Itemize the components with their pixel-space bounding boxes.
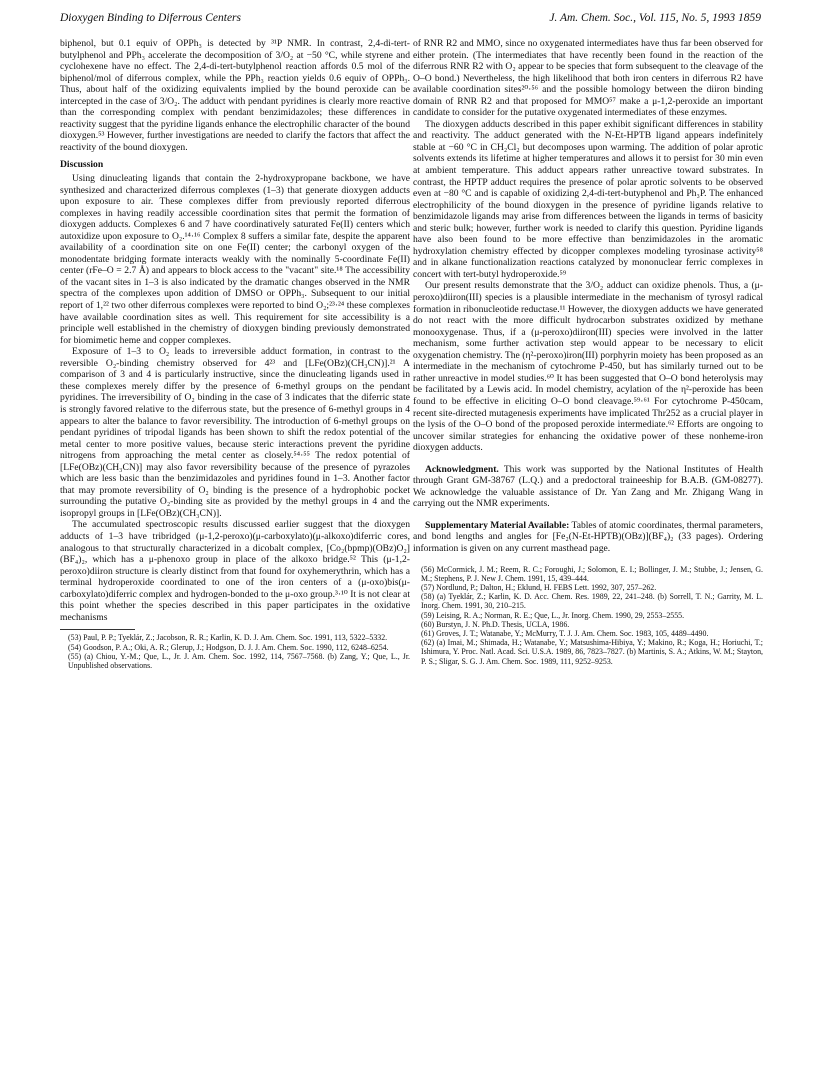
supplementary-text: Tables of atomic coordinates, thermal parameters, and bond lengths and angles for [Fe₂(N-Et-HPTB)(OBz)](BF₄)₂ (33 pages). Ordering information is given on any current masthead page. bbox=[413, 519, 763, 554]
acknowledgment-text: This work was supported by the National Institutes of Health through Grant GM-38767 (L.Q.) and a predoctoral traineeship for B.A.B. (GM-08277). We acknowledge the valuable assistance of Dr. Yan Zang and Mr. Zhigang Wang in carrying out the NMR experiments. bbox=[413, 463, 763, 510]
reference-item: (59) Leising, R. A.; Norman, R. E.; Que, L., Jr. Inorg. Chem. 1990, 29, 2553–2555. bbox=[421, 610, 685, 620]
paragraph: biphenol, but 0.1 equiv of OPPh₃ is detected by ³¹P NMR. In contrast, 2,4-di-tert-butylphenol and PPh₃ accelerate the decomposition of 3/O₂ at −50 °C, while styrene and cyclohexene have no effect. The 2,4-di-tert-butylphenol reaction affords 0.5 mol of the biphenol/mol of diferrous complex, while the PPh₃ reaction yields 0.6 equiv of OPPh₃. Thus, about half of the oxidizing equivalents implied by the bound peroxide can be intercepted in the case of 3/O₂. The adduct with pendant pyridines is clearly more reactive than the corresponding complex with pendant benzimidazoles; these differences in reactivity suggest that the pyridine ligands enhance the electrophilic character of the bound dioxygen.⁵³ However, further investigations are needed to clarify the factors that affect the reactivity of the bound dioxygen. bbox=[60, 38, 410, 153]
supplementary-material bbox=[413, 520, 763, 555]
acknowledgment-label: Acknowledgment. bbox=[425, 463, 499, 475]
footnote-rule bbox=[60, 629, 135, 630]
paragraph: Using dinucleating ligands that contain the 2-hydroxypropane backbone, we have synthesized and characterized diferrous complexes (1–3) that generate dioxygen adducts upon exposure to air. These complexes differ from previously reported diferrous complexes in having readily accessible coordination sites that permit the formation of dioxygen adducts. Complexes 6 and 7 have coordinatively saturated Fe(II) centers which autoxidize upon exposure to O₂.¹⁴·¹⁶ Complex 8 suffers a similar fate, despite the apparent availability of a coordination site on one Fe(II) center; the carbonyl oxygen of the monodentate bridging formate interacts weakly with the nominally 5-coordinate Fe(II) center (rFe–O = 2.7 Å) and appears to block access to the "vacant" site.¹⁸ The accessibility of the vacant sites in 1–3 is also indicated by the dramatic changes observed in the NMR spectra of the complexes upon addition of DMSO or OPPh₃. Subsequent to our initial report of 1,²² two other diferrous complexes were reported to bind O₂;²³·²⁴ these complexes have available coordination sites as well. This requirement for site accessibility is a principle well established in the chemistry of dioxygen binding previously demonstrated for biomimetic heme and copper complexes. bbox=[60, 173, 410, 346]
left-column bbox=[60, 38, 410, 670]
paragraph: Exposure of 1–3 to O₂ leads to irreversible adduct formation, in contrast to the reversible O₂-binding chemistry observed for 4²³ and [LFe(OBz)(CH₃CN)].²¹ A comparison of 3 and 4 is particularly instructive, since the dinucleating ligands used in these complexes merely differ by the presence of 6-methyl groups on the pendant pyridines. The irreversibility of O₂ binding in the case of 3 indicates that the diferric state is strongly favored relative to the diferrous state, but the presence of 6-methyl groups in 4 appears to alter the balance to favor reversibility. The introduction of 6-methyl groups on pendant pyridines of tripodal ligands has been shown to shift the redox potential of the metal center to more positive values, because steric interactions prevent the pyridine nitrogens from approaching the metal center as closely.⁵⁴·⁵⁵ The redox potential of [LFe(OBz)(CH₃CN)] may also favor reversibility because of the presence of pyrazoles which are less basic than the benzimidazoles and pyridines found in 1–3. Another factor that may promote reversibility of O₂ binding is the presence of a hydrophobic pocket surrounding the putative O₂-binding site as provided by the methyl groups in 4 and the isopropyl groups in [LFe(OBz)(CH₃CN)]. bbox=[60, 346, 410, 519]
journal-citation: J. Am. Chem. Soc., Vol. 115, No. 5, 1993 1859 bbox=[549, 12, 761, 24]
reference-item: (55) (a) Chiou, Y.-M.; Que, L., Jr. J. Am. Chem. Soc. 1992, 114, 7567–7568. (b) Zang, Y.; Que, L., Jr. Unpublished observations. bbox=[68, 651, 410, 670]
reference-item: (53) Paul, P. P.; Tyeklár, Z.; Jacobson, R. R.; Karlin, K. D. J. Am. Chem. Soc. 1991, 113, 5322–5332. bbox=[68, 633, 388, 643]
right-column bbox=[413, 38, 763, 666]
section-heading-discussion: Discussion bbox=[60, 159, 104, 171]
running-title: Dioxygen Binding to Diferrous Centers bbox=[60, 12, 241, 24]
reference-item: (61) Groves, J. T.; Watanabe, Y.; McMurry, T. J. J. Am. Chem. Soc. 1983, 105, 4489–4490. bbox=[421, 628, 709, 638]
supplementary-label: Supplementary Material Available: bbox=[425, 519, 570, 531]
paragraph: The accumulated spectroscopic results discussed earlier suggest that the dioxygen adducts of 1–3 have tribridged (μ-1,2-peroxo)(μ-carboxylato)(μ-alkoxo)diferric cores, analogous to that structurally characterized in a dicobalt complex, [Co₂(bpmp)(OBz)O₂](BF₄)₂, which has a μ-phenoxo group in place of the alkoxo bridge.⁵² This (μ-1,2-peroxo)diiron structure is clearly distinct from that found for oxyhemerythrin, which has a terminal hydroperoxide coordinated to one of the iron centers of a (μ-oxo)bis(μ-carboxylato)diferric complex and hydrogen-bonded to the μ-oxo group.³·¹⁰ It is not clear at this point whether the species described in this paper participates in the oxidative mechanisms bbox=[60, 519, 410, 623]
acknowledgment bbox=[413, 464, 763, 510]
reference-item: (62) (a) Imai, M.; Shimada, H.; Watanabe, Y.; Matsushima-Hibiya, Y.; Makino, R.; Koga, H.; Horiuchi, T.; Ishimura, Y. Proc. Natl. Acad. Sci. U.S.A. 1989, 86, 7823–7827. (b) Martinis, S. A.; Atkins, W. M.; Stayton, P. S.; Sligar, S. G. J. Am. Chem. Soc. 1989, 111, 9252–9253. bbox=[421, 638, 763, 666]
paragraph: Our present results demonstrate that the 3/O₂ adduct can oxidize phenols. Thus, a (μ-peroxo)diiron(III) species is a plausible intermediate in the mechanism of tyrosyl radical formation in ribonucleotide reductase.¹¹ However, the dioxygen adducts we have generated do not react with the more difficult hydrocarbon substrates oxidized by methane monooxygenase. Thus, if a (μ-peroxo)diiron(III) species were involved in the latter mechanism, some further activation step would appear to be necessary to elicit oxygenation chemistry. The (η²-peroxo)iron(III) porphyrin moiety has been proposed as an intermediate in the mechanism of cytochrome P-450, but has similarly turned out to be rather unreactive in model studies.⁶⁰ It has been suggested that O–O bond heterolysis may be facilitated by a Lewis acid. In model chemistry, acylation of the η²-peroxide has been found to be effective in eliciting O–O bond cleavage.⁵⁹·⁶¹ For cytochrome P-450cam, recent site-directed mutagenesis experiments have implicated Thr252 as a crucial player in the lysis of the O–O bond of the proposed peroxide intermediate.⁶² Efforts are ongoing to uncover similar strategies for enhancing the oxidative power of these nonheme-iron dioxygen adducts. bbox=[413, 280, 763, 454]
reference-item: (54) Goodson, P. A.; Oki, A. R.; Glerup, J.; Hodgson, D. J. J. Am. Chem. Soc. 1990, 112, 6248–6254. bbox=[68, 642, 389, 652]
reference-item: (57) Nordlund, P.; Dalton, H.; Eklund, H. FEBS Lett. 1992, 307, 257–262. bbox=[421, 582, 657, 592]
reference-item: (60) Burstyn, J. N. Ph.D. Thesis, UCLA, 1986. bbox=[421, 619, 570, 629]
paragraph: The dioxygen adducts described in this paper exhibit significant differences in stability and reactivity. The adduct generated with the N-Et-HPTB ligand appears indefinitely stable at −60 °C in CH₂Cl₂ but decomposes upon warming. The addition of polar aprotic solvents extends its lifetime at higher temperatures and allows it to persist for 30 min even at ambient temperature. This adduct appears rather unreactive toward substrates. In contrast, the HPTP adduct requires the presence of polar aprotic solvents to be observed even at −80 °C and is capable of oxidizing 2,4-di-tert-butyphenol and Ph₃P. The enhanced electrophilicity of the bound dioxygen in the presence of pyridine ligands relative to benzimidazole ligands may arise from differences between the ligands in terms of basicity and steric bulk; however, further work is needed to clarify this question. Pyridine ligands have also been found to be more effective than benzimidazoles in the aromatic hydroxylation chemistry effected by dicopper complexes modeling tyrosinase activity⁵⁸ and in alkane functionalization reactions catalyzed by mononuclear ferric complexes in concert with tert-butyl hydroperoxide.⁵⁹ bbox=[413, 118, 763, 280]
reference-item: (58) (a) Tyeklár, Z.; Karlin, K. D. Acc. Chem. Res. 1989, 22, 241–248. (b) Sorrell, T. N.; Garrity, M. L. Inorg. Chem. 1991, 30, 210–215. bbox=[421, 592, 763, 611]
paragraph: of RNR R2 and MMO, since no oxygenated intermediates have thus far been observed for either protein. (The intermediates that have recently been found in the reaction of the diferrous RNR R2 with O₂ appear to be species that form subsequent to the cleavage of the O–O bond.) Nevertheless, the high likelihood that both iron centers in diferrous R2 have available coordination sites²⁰·⁵⁶ and the possible homology between the diiron binding domain of RNR R2 and that proposed for MMO⁵⁷ make a μ-1,2-peroxide an important candidate to consider for the putative oxygenated intermediates of these enzymes. bbox=[413, 38, 763, 119]
reference-item: (56) McCormick, J. M.; Reem, R. C.; Foroughi, J.; Solomon, E. I.; Bollinger, J. M.; Stubbe, J.; Jensen, G. M.; Stephens, P. J. New J. Chem. 1991, 15, 439–444. bbox=[421, 564, 763, 583]
